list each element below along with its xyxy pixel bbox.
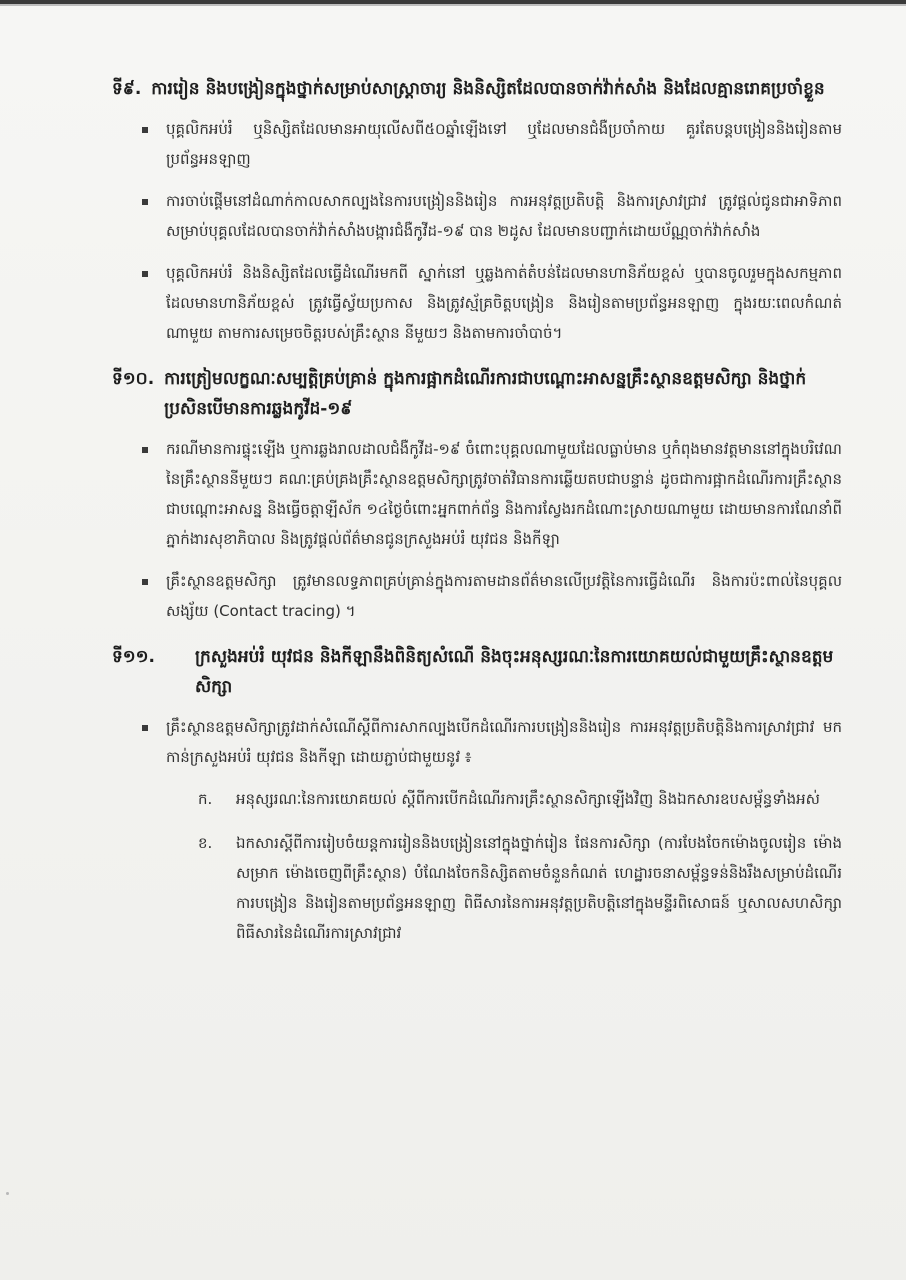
bullet-text: គ្រឹះស្ថានឧត្តមសិក្សាត្រូវដាក់សំណើស្តីពីការសាកល្បងបើកដំណើរការបង្រៀននិងរៀន ការអនុវត្តប្រតិបត្តិនិងការស្រាវជ្រាវ មកកាន់ក្រសួងអប់រំ យុវជន និងកីឡា ដោយភ្ជាប់ជាមួយនូវ ៖ [166, 718, 842, 766]
scan-speck [6, 1192, 9, 1195]
bullet-list [112, 114, 842, 348]
sub-item-text: ឯកសារស្តីពីការរៀបចំយន្តការរៀននិងបង្រៀននៅក្នុងថ្នាក់រៀន ផែនការសិក្សា (ការបែងចែកម៉ោងចូលរៀន ម៉ោងសម្រាក ម៉ោងចេញពីគ្រឹះស្ថាន) បំណែងចែកនិស្សិតតាមចំនួនកំណត់ ហេដ្ឋារចនាសម្ព័ន្ធទន់និងរឹងសម្រាប់ដំណើរការបង្រៀន និងរៀនតាមប្រព័ន្ធអនឡាញ ពិធីសារនៃការអនុវត្តប្រតិបត្តិនៅក្នុងមន្ទីរពិសោធន៍ ឬសាលសហសិក្សា ពិធីសារនៃដំណើរការស្រាវជ្រាវ [236, 834, 842, 942]
section-11 [112, 642, 842, 948]
sub-item-text: អនុស្សរណៈនៃការយោគយល់ ស្តីពីការបើកដំណើរការគ្រឹះស្ថានសិក្សាឡើងវិញ និងឯកសារឧបសម្ព័ន្ធទាំងអស់ [236, 790, 820, 808]
list-item [142, 434, 842, 554]
bullet-text: ករណីមានការផ្ទុះឡើង ឬការឆ្លងរាលដាលជំងឺកូវីដ-១៩ ចំពោះបុគ្គលណាមួយដែលធ្លាប់មាន ឬកំពុងមានវត្តមាននៅក្នុងបរិវេណនៃគ្រឹះស្ថាននីមួយៗ គណៈគ្រប់គ្រងគ្រឹះស្ថានឧត្តមសិក្សាត្រូវចាត់វិធានការឆ្លើយតបជាបន្ទាន់ ដូចជាការផ្អាកដំណើរការគ្រឹះស្ថានជាបណ្តោះអាសន្ន និងធ្វើចត្តាឡីស័ក ១៤ថ្ងៃចំពោះអ្នកពាក់ព័ន្ធ និងការស្វែងរកដំណោះស្រាយណាមួយ ដោយមានការណែនាំពីភ្នាក់ងារសុខាភិបាល និងត្រូវផ្តល់ព័ត៌មានជូនក្រសួងអប់រំ យុវជន និងកីឡា [166, 440, 842, 548]
list-item [142, 114, 842, 174]
square-bullet-icon [142, 579, 148, 585]
sub-item-letter: ក. [198, 790, 213, 808]
section-9 [112, 74, 842, 348]
square-bullet-icon [142, 199, 148, 205]
section-heading [112, 642, 842, 702]
square-bullet-icon [142, 271, 148, 277]
square-bullet-icon [142, 447, 148, 453]
bullet-text: ការចាប់ផ្តើមនៅដំណាក់កាលសាកល្បងនៃការបង្រៀននិងរៀន ការអនុវត្តប្រតិបត្តិ និងការស្រាវជ្រាវ ត្រូវផ្តល់ជូនជាអាទិភាពសម្រាប់បុគ្គលដែលបានចាក់វ៉ាក់សាំងបង្ការជំងឺកូវីដ-១៩ បាន ២ដូស ដែលមានបញ្ជាក់ដោយប័ណ្ណចាក់វ៉ាក់សាំង [166, 192, 842, 240]
lettered-sublist [112, 784, 842, 948]
section-heading [112, 74, 842, 104]
list-item [142, 712, 842, 772]
bullet-text: បុគ្គលិកអប់រំ និងនិស្សិតដែលធ្វើដំណើរមកពី ស្នាក់នៅ ឬឆ្លងកាត់តំបន់ដែលមានហានិភ័យខ្ពស់ ឬបានចូលរួមក្នុងសកម្មភាពដែលមានហានិភ័យខ្ពស់ ត្រូវធ្វើស្វ័យប្រកាស និងត្រូវស្ម័គ្រចិត្តបង្រៀន និងរៀនតាមប្រព័ន្ធអនឡាញ ក្នុងរយៈពេលកំណត់ណាមួយ តាមការសម្រេចចិត្តរបស់គ្រឹះស្ថាន នីមួយៗ និងតាមការចាំបាច់។ [166, 264, 842, 342]
section-number: ទី១០. [112, 369, 155, 389]
bullet-text: គ្រឹះស្ថានឧត្តមសិក្សា ត្រូវមានលទ្ធភាពគ្រប់គ្រាន់ក្នុងការតាមដានព័ត៌មានលើប្រវត្តិនៃការធ្វើដំណើរ និងការប៉ះពាល់នៃបុគ្គលសង្ស័យ (Contact tracing) ។ [166, 572, 842, 620]
square-bullet-icon [142, 725, 148, 731]
list-item [142, 186, 842, 246]
section-number: ទី១១. [112, 647, 155, 667]
list-item [142, 258, 842, 348]
section-number: ទី៩. [112, 79, 142, 99]
section-title: ក្រសួងអប់រំ យុវជន និងកីឡានឹងពិនិត្យសំណើ និងចុះអនុស្សរណៈនៃការយោគយល់ជាមួយគ្រឹះស្ថានឧត្តមសិក្សា [194, 647, 834, 697]
square-bullet-icon [142, 127, 148, 133]
list-item [142, 566, 842, 626]
document-body [112, 74, 842, 964]
section-title: ការរៀន និងបង្រៀនក្នុងថ្នាក់សម្រាប់សាស្ត្រាចារ្យ និងនិស្សិតដែលបានចាក់វ៉ាក់សាំង និងដែលគ្មានរោគប្រចាំខ្លួន [151, 79, 825, 99]
section-title: ការត្រៀមលក្ខណៈសម្បត្តិគ្រប់គ្រាន់ ក្នុងការផ្អាកដំណើរការជាបណ្តោះអាសន្នគ្រឹះស្ថានឧត្តមសិក្សា និងថ្នាក់ ប្រសិនបើមានការឆ្លងកូវីដ-១៩ [164, 369, 807, 419]
section-heading [112, 364, 842, 424]
section-10 [112, 364, 842, 626]
bullet-list [112, 434, 842, 626]
sub-item-letter: ខ. [198, 834, 213, 852]
sub-list-item [198, 784, 842, 814]
scan-top-shadow [0, 4, 906, 6]
bullet-text: បុគ្គលិកអប់រំ ឬនិស្សិតដែលមានអាយុលើសពី៥០ឆ្នាំឡើងទៅ ឬដែលមានជំងឺប្រចាំកាយ គួរតែបន្តបង្រៀននិងរៀនតាមប្រព័ន្ធអនឡាញ [166, 120, 842, 168]
sub-list-item [198, 828, 842, 948]
bullet-list [112, 712, 842, 772]
